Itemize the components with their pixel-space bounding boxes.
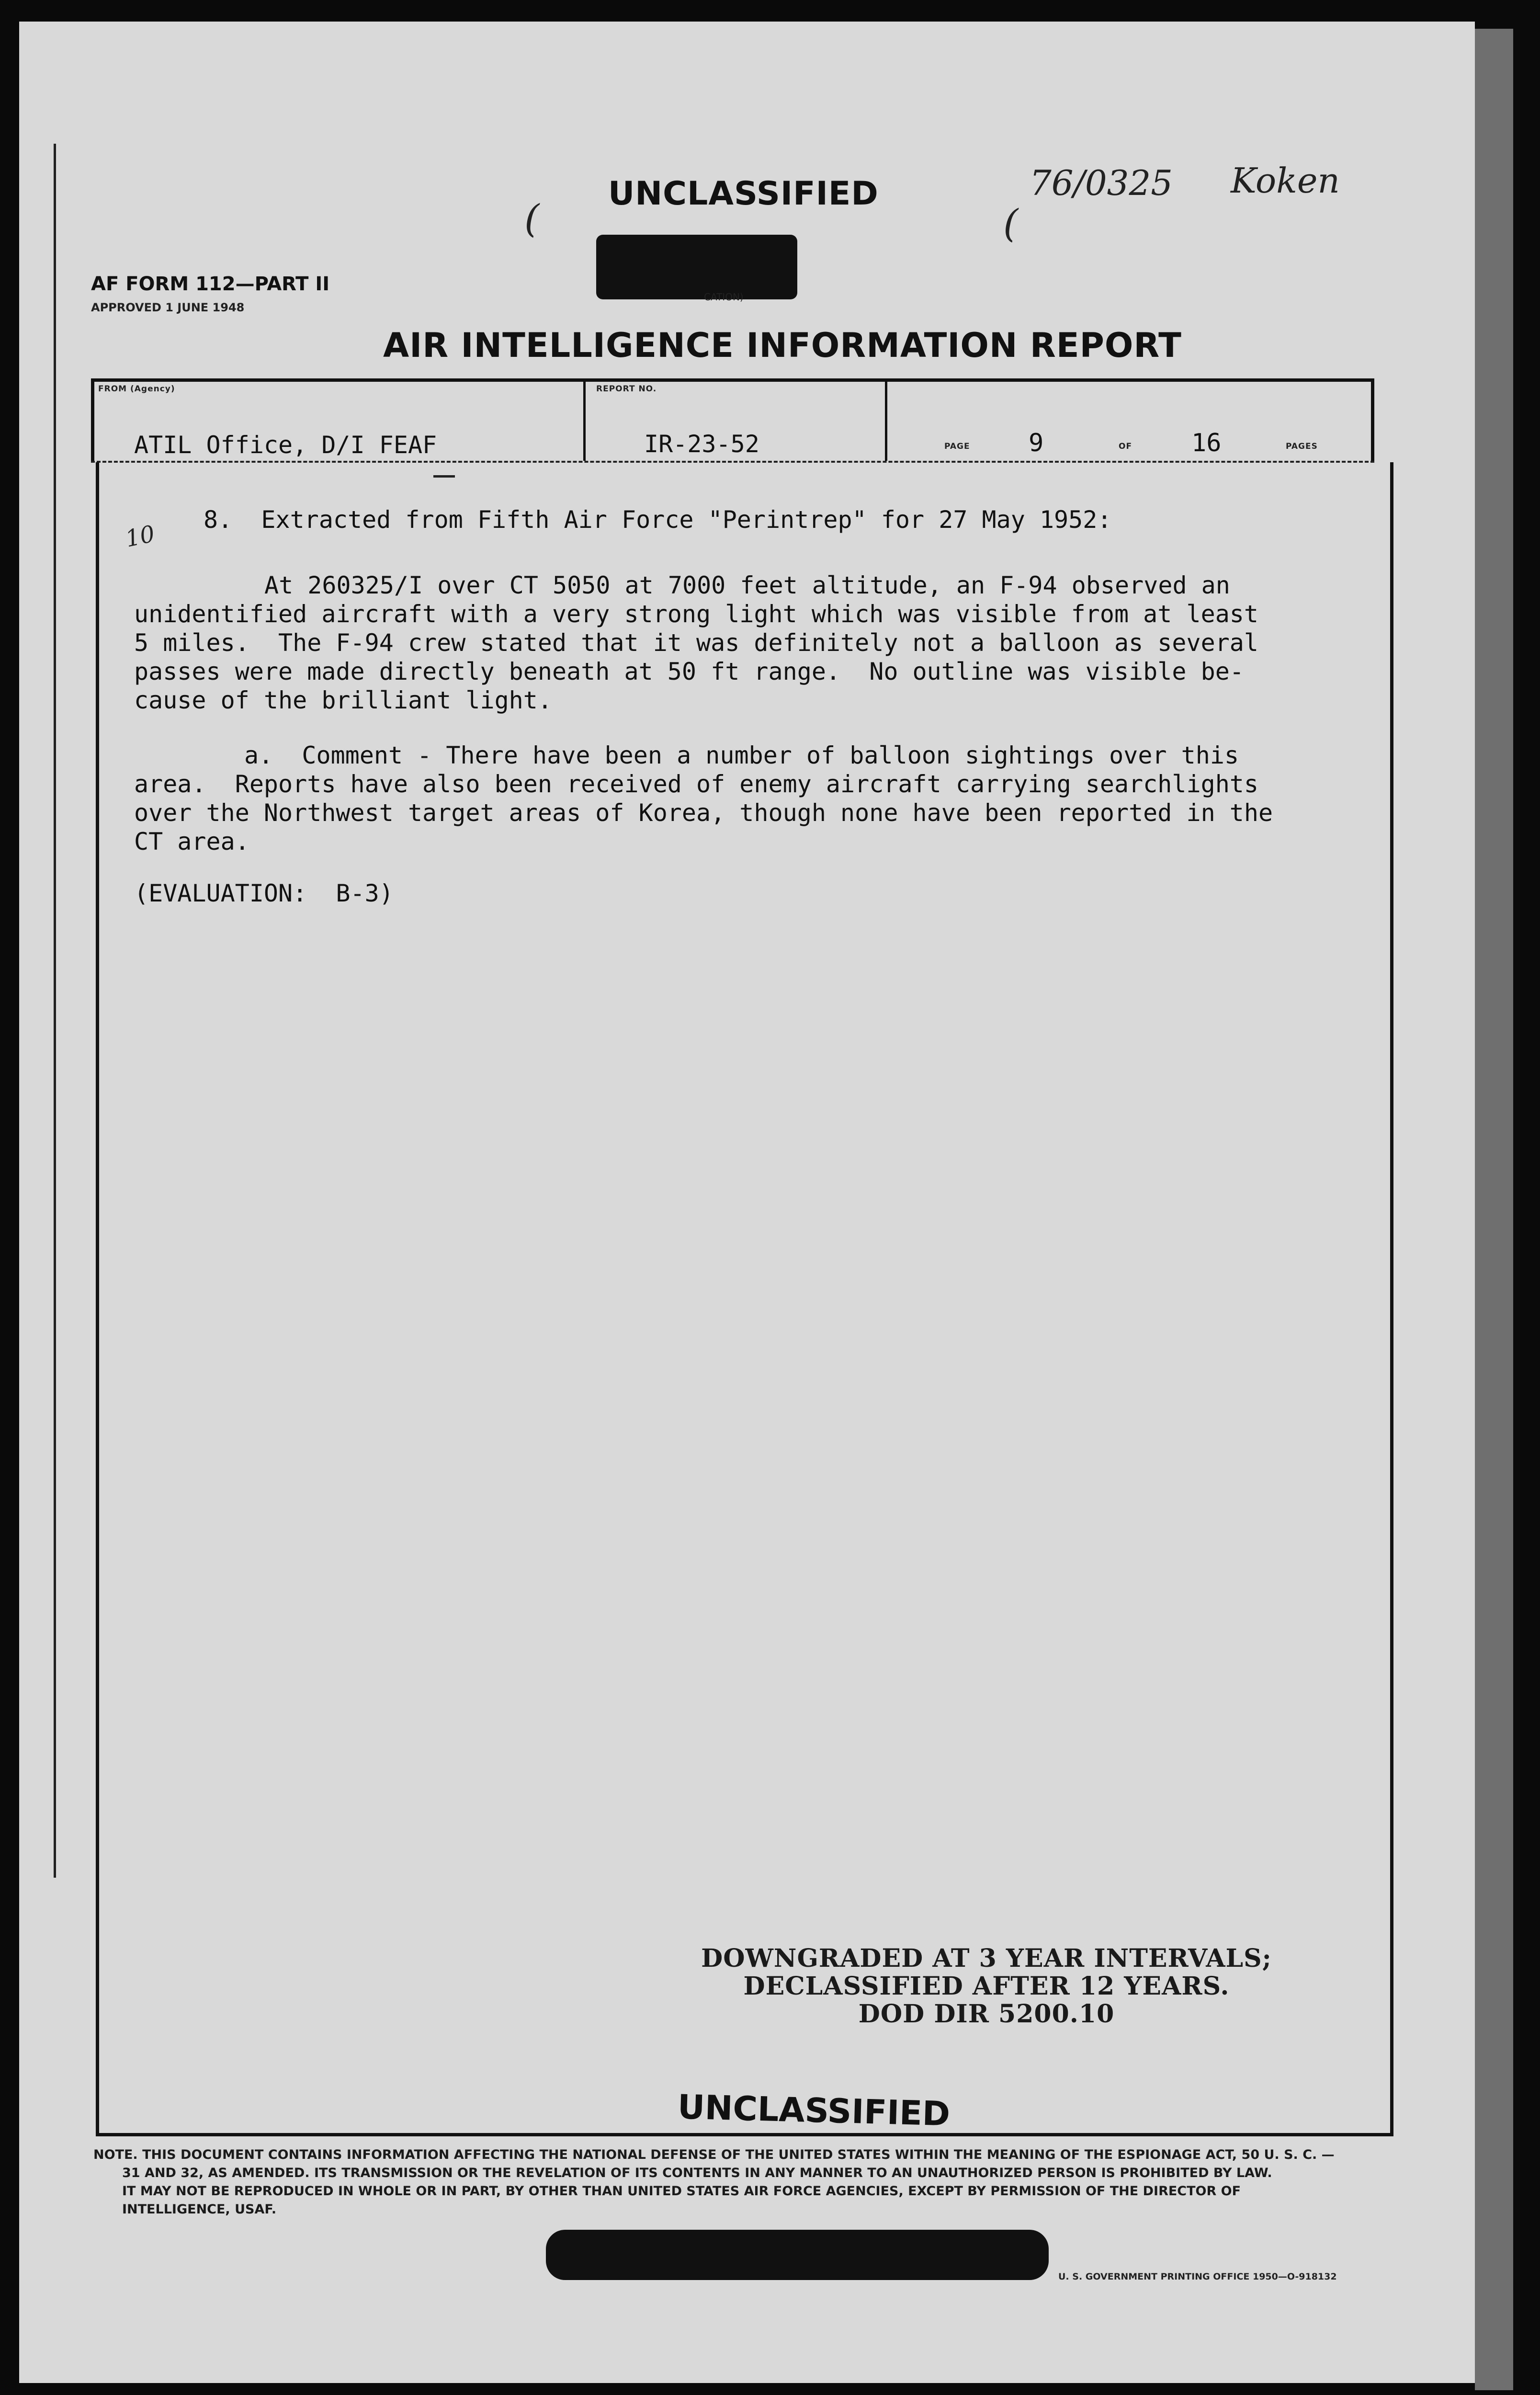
para1-line2: unidentified aircraft with a very strong light which was visible from at least (134, 600, 1258, 628)
report-no-caption: REPORT NO. (596, 384, 657, 394)
from-caption: FROM (Agency) (98, 384, 175, 394)
note-text-1: THIS DOCUMENT CONTAINS INFORMATION AFFECTING THE NATIONAL DEFENSE OF THE UNITED STATES WITHIN THE MEANING OF THE ESPIONAGE ACT, 50 U. S. C. — (142, 2147, 1335, 2162)
form-number: AF FORM 112—PART II (91, 273, 330, 295)
margin-mark: 10 (123, 520, 158, 553)
para2-line2: area. Reports have also been received of enemy aircraft carrying searchlights (134, 770, 1258, 798)
of-value: 16 (1191, 429, 1222, 457)
page-edge-shadow (1475, 29, 1513, 2390)
classification-top: UNCLASSIFIED (608, 175, 879, 213)
redaction-bar-bottom (546, 2230, 1049, 2280)
handwritten-name: Koken (1231, 160, 1340, 201)
evaluation: (EVALUATION: B-3) (134, 879, 394, 907)
page-value: 9 (1029, 429, 1044, 457)
of-caption: OF (1119, 442, 1132, 451)
legal-note (93, 2146, 1405, 2219)
bracket-mark-right: ( (1003, 201, 1019, 246)
header-divider-1 (583, 378, 586, 461)
para2-line3: over the Northwest target areas of Korea, though none have been reported in the (134, 799, 1273, 827)
para2-line4: CT area. (134, 828, 249, 855)
note-line-1 (93, 2146, 1405, 2164)
from-value: ATIL Office, D/I FEAF (134, 431, 437, 459)
note-line-4: INTELLIGENCE, USAF. (122, 2202, 277, 2217)
stamp-line-1: DOWNGRADED AT 3 YEAR INTERVALS; (701, 1944, 1272, 1973)
handwritten-id: 76/0325 (1030, 163, 1173, 203)
note-line-2: 31 AND 32, AS AMENDED. ITS TRANSMISSION OR THE REVELATION OF ITS CONTENTS IN ANY MANNER TO AN UNAUTHORIZED PERSON IS PROHIBITED BY LAW. (122, 2166, 1272, 2180)
report-no-value: IR-23-52 (644, 430, 759, 458)
item-heading: 8. Extracted from Fifth Air Force "Perintrep" for 27 May 1952: (204, 506, 1112, 534)
stamp-line-2: DECLASSIFIED AFTER 12 YEARS. (743, 1972, 1230, 2001)
note-label: NOTE. (93, 2147, 138, 2162)
note-line-3: IT MAY NOT BE REPRODUCED IN WHOLE OR IN PART, BY OTHER THAN UNITED STATES AIR FORCE AGENCIES, EXCEPT BY PERMISSION OF THE DIRECTOR OF (122, 2184, 1241, 2199)
para1-line1: At 260325/I over CT 5050 at 7000 feet altitude, an F-94 observed an (264, 571, 1230, 599)
pages-caption: PAGES (1286, 442, 1318, 451)
classification-bottom: UNCLASSIFIED (677, 2087, 951, 2134)
header-divider-2 (885, 378, 887, 461)
para1-line5: cause of the brilliant light. (134, 686, 552, 714)
bracket-mark-left: ( (524, 196, 540, 241)
downgrade-stamp (680, 1945, 1293, 2028)
para2-line1: a. Comment - There have been a number of balloon sightings over this (244, 741, 1239, 769)
para1-line3: 5 miles. The F-94 crew stated that it was definitely not a balloon as several (134, 629, 1258, 657)
left-margin-rule (54, 144, 56, 1878)
report-title: AIR INTELLIGENCE INFORMATION REPORT (383, 326, 1182, 365)
redaction-bar-top (596, 235, 797, 299)
gpo-imprint: U. S. GOVERNMENT PRINTING OFFICE 1950—O-918132 (1058, 2271, 1337, 2282)
stamp-line-3: DOD DIR 5200.10 (858, 1999, 1115, 2029)
page-caption: PAGE (944, 442, 970, 451)
para1-line4: passes were made directly beneath at 50 ft range. No outline was visible be- (134, 658, 1244, 685)
classification-caption: CATION) (704, 291, 744, 303)
form-approved-date: APPROVED 1 JUNE 1948 (91, 301, 245, 314)
